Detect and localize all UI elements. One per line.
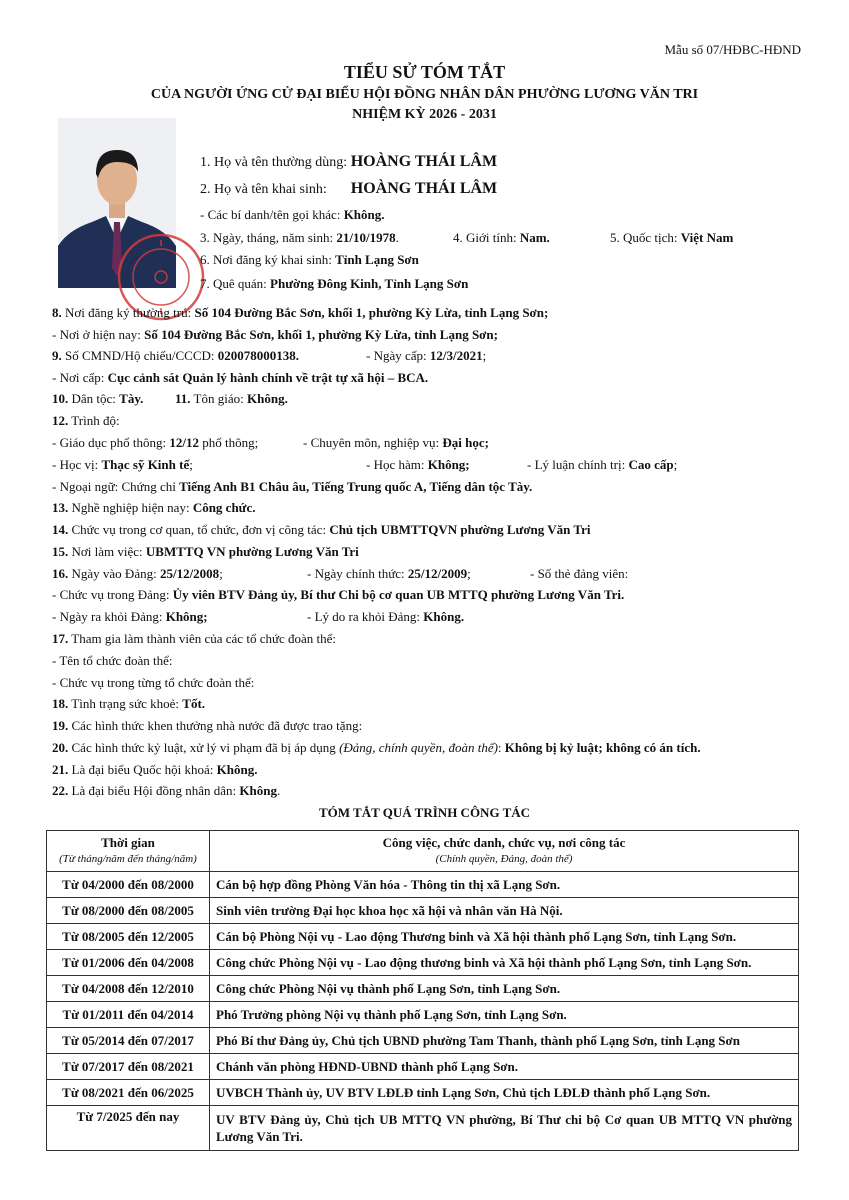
dob-label: 3. Ngày, tháng, năm sinh: [200,230,337,245]
education-label: - Giáo dục phổ thông: [52,435,170,450]
row-time: Từ 07/2017 đến 08/2021 [47,1054,210,1080]
party-position-value: Ủy viên BTV Đảng ủy, Bí thư Chi bộ cơ quan UB MTTQ phường Lương Văn Tri. [172,587,625,602]
field-1-label: 1. Họ và tên thường dùng: [200,155,351,170]
row-time: Từ 7/2025 đến nay [47,1106,210,1151]
religion-line [175,390,288,408]
alias-label: - Các bí danh/tên gọi khác: [200,207,344,222]
id-label: Số CMND/Hộ chiếu/CCCD: [61,348,218,363]
field-1 [200,153,497,172]
row-description: UV BTV Đảng ủy, Chủ tịch UB MTTQ VN phường, Bí Thư chi bộ Cơ quan UB MTTQ VN phường Lương Văn Tri. [210,1106,799,1151]
field-11-num: 11. [175,391,191,406]
row-time: Từ 08/2005 đến 12/2005 [47,924,210,950]
alias-value: Không. [343,207,385,222]
field-18-num: 18. [52,696,69,711]
row-description: Phó Bí thư Đảng ủy, Chủ tịch UBND phường Tam Thanh, thành phố Lạng Sơn, tỉnh Lạng Sơn [210,1028,799,1054]
field-22-num: 22. [52,783,69,798]
row-description: Cán bộ Phòng Nội vụ - Lao động Thương binh và Xã hội thành phố Lạng Sơn, tỉnh Lạng Sơn. [210,924,799,950]
table-row [47,898,799,924]
education-suffix: phổ thông; [198,435,259,450]
party-leave-reason-value: Không. [423,609,465,624]
issue-date-label: - Ngày cấp: [366,348,430,363]
party-card-line [530,565,628,583]
academic-rank-line [366,456,470,474]
political-theory-end: ; [673,457,678,472]
row-description: Công chức Phòng Nội vụ - Lao động thương binh và Xã hội thành phố Lạng Sơn, tỉnh Lạng Sơn. [210,950,799,976]
current-address-label: - Nơi ở hiện nay: [52,327,145,342]
party-position-label: - Chức vụ trong Đảng: [52,587,173,602]
row-time: Từ 04/2000 đến 08/2000 [47,872,210,898]
party-leave-reason-label: - Lý do ra khỏi Đảng: [307,609,424,624]
issue-place-label: - Nơi cấp: [52,370,108,385]
position-label: Chức vụ trong cơ quan, tổ chức, đơn vị công tác: [68,522,330,537]
field-14-num: 14. [52,522,69,537]
work-history-table [46,830,799,1151]
table-row [47,924,799,950]
birth-name: HOÀNG THÁI LÂM [350,180,498,197]
job-column-subtitle: (Chính quyền, Đảng, đoàn thể) [435,853,573,865]
field-2 [200,180,497,199]
row-time: Từ 05/2014 đến 07/2017 [47,1028,210,1054]
issue-date-line [366,347,486,365]
field-17-num: 17. [52,631,69,646]
language-line [52,478,532,496]
alias-line [200,206,385,224]
birthplace-line [200,251,419,269]
table-row [47,1028,799,1054]
religion-label: Tôn giáo: [190,391,247,406]
political-theory-label: - Lý luận chính trị: [527,457,629,472]
political-theory-value: Cao cấp [628,457,674,472]
organization-heading [52,630,336,648]
academic-rank-value: Không; [427,457,470,472]
degree-value: Thạc sỹ Kinh tế [101,457,190,472]
table-row [47,1002,799,1028]
occupation-value: Công chức. [192,500,256,515]
qualification-heading [52,412,120,430]
issue-place-value: Cục cảnh sát Quản lý hành chính về trật tự xã hội – BCA. [107,370,429,385]
qualification-label: Trình độ: [68,413,120,428]
row-description: Chánh văn phòng HĐND-UBND thành phố Lạng Sơn. [210,1054,799,1080]
position-value: Chủ tịch UBMTTQVN phường Lương Văn Tri [329,522,591,537]
dob-line [200,229,399,247]
row-description: Công chức Phòng Nội vụ thành phố Lạng Sơn, tỉnh Lạng Sơn. [210,976,799,1002]
document-subtitle: CỦA NGƯỜI ỨNG CỬ ĐẠI BIỂU HỘI ĐỒNG NHÂN DÂN PHƯỜNG LƯƠNG VĂN TRI [150,87,699,102]
field-21-num: 21. [52,762,69,777]
common-name: HOÀNG THÁI LÂM [350,153,498,170]
workplace-line [52,543,359,561]
current-address-line [52,326,498,344]
time-column-header [47,831,210,872]
field-20-num: 20. [52,740,69,755]
party-leave-value: Không; [165,609,208,624]
table-row [47,1054,799,1080]
table-row [47,1080,799,1106]
hometown-line [200,275,468,293]
council-line [52,782,280,800]
field-9-num: 9. [52,348,62,363]
ethnicity-value: Tày. [119,391,144,406]
education-line [52,434,258,452]
council-end: . [276,783,281,798]
form-number: Mẫu số 07/HĐBC-HĐND [664,42,801,57]
row-description: Sinh viên trường Đại học khoa học xã hội và nhân văn Hà Nội. [210,898,799,924]
party-official-end: ; [467,566,471,581]
discipline-label: Các hình thức kỷ luật, xử lý vi phạm đã bị áp dụng [68,740,340,755]
council-label: Là đại biểu Hội đồng nhân dân: [68,783,240,798]
nationality-line [610,229,733,247]
discipline-scope: (Đảng, chính quyền, đoàn thể) [339,740,498,755]
birthplace-value: Tỉnh Lạng Sơn [335,252,419,267]
political-theory-line [527,456,677,474]
specialty-label: - Chuyên môn, nghiệp vụ: [303,435,443,450]
ethnicity-line [52,390,143,408]
time-column-title: Thời gian [101,835,155,850]
language-label: - Ngoại ngữ: Chứng chỉ [52,479,180,494]
ethnicity-label: Dân tộc: [68,391,120,406]
position-line [52,521,591,539]
degree-line [52,456,193,474]
row-description: UVBCH Thành ủy, UV BTV LĐLĐ tỉnh Lạng Sơn, Chủ tịch LĐLĐ thành phố Lạng Sơn. [210,1080,799,1106]
party-leave-line [52,608,208,626]
awards-line [52,717,362,735]
specialty-value: Đại học; [442,435,489,450]
occupation-label: Nghề nghiệp hiện nay: [68,500,193,515]
party-join-line [52,565,223,583]
awards-label: Các hình thức khen thưởng nhà nước đã được trao tặng: [68,718,363,733]
birthplace-label: 6. Nơi đăng ký khai sinh: [200,252,336,267]
row-time: Từ 04/2008 đến 12/2010 [47,976,210,1002]
party-join-label: Ngày vào Đảng: [68,566,160,581]
dob-end: . [395,230,399,245]
table-row [47,950,799,976]
id-line [52,347,299,365]
party-join-end: ; [219,566,223,581]
workplace-label: Nơi làm việc: [68,544,146,559]
row-time: Từ 08/2021 đến 06/2025 [47,1080,210,1106]
row-time: Từ 01/2011 đến 04/2014 [47,1002,210,1028]
gender-value: Nam. [519,230,550,245]
organization-label: Tham gia làm thành viên của các tổ chức đoàn thể: [68,631,337,646]
education-value: 12/12 [169,435,199,450]
health-label: Tình trạng sức khoẻ: [68,696,183,711]
org-name-line [52,652,173,670]
row-time: Từ 08/2000 đến 08/2005 [47,898,210,924]
current-address-value: Số 104 Đường Bắc Sơn, khối 1, phường Kỳ Lừa, tỉnh Lạng Sơn; [144,327,498,342]
hometown-label: 7. Quê quán: [200,276,271,291]
issue-place-line [52,369,428,387]
time-column-subtitle: (Từ tháng/năm đến tháng/năm) [59,853,197,865]
gender-label: 4. Giới tính: [453,230,520,245]
org-position-label: - Chức vụ trong từng tổ chức đoàn thể: [52,675,255,690]
residence-line [52,304,548,322]
party-official-label: - Ngày chính thức: [307,566,408,581]
discipline-colon: : [497,740,505,755]
discipline-value: Không bị kỷ luật; không có án tích. [504,740,701,755]
document-title: TIỂU SỬ TÓM TẮT [343,62,506,82]
id-value: 020078000138. [217,348,300,363]
residence-value: Số 104 Đường Bắc Sơn, khối 1, phường Kỳ Lừa, tỉnh Lạng Sơn; [194,305,549,320]
degree-label: - Học vị: [52,457,102,472]
table-header-row [47,831,799,872]
row-description: Cán bộ hợp đồng Phòng Văn hóa - Thông tin thị xã Lạng Sơn. [210,872,799,898]
workplace-value: UBMTTQ VN phường Lương Văn Tri [145,544,359,559]
table-row [47,976,799,1002]
table-row [47,1106,799,1151]
academic-rank-label: - Học hàm: [366,457,428,472]
field-15-num: 15. [52,544,69,559]
national-assembly-line [52,761,257,779]
health-value: Tốt. [182,696,206,711]
party-position-line [52,586,624,604]
hometown-value: Phường Đông Kinh, Tỉnh Lạng Sơn [270,276,469,291]
issue-date-end: ; [482,348,487,363]
nationality-label: 5. Quốc tịch: [610,230,681,245]
field-16-num: 16. [52,566,69,581]
health-line [52,695,205,713]
occupation-line [52,499,256,517]
field-8-num: 8. [52,305,62,320]
religion-value: Không. [247,391,288,406]
council-value: Không [239,783,277,798]
org-name-label: - Tên tổ chức đoàn thể: [52,653,173,668]
party-card-label: - Số thẻ đảng viên: [530,566,629,581]
work-history-heading: TÓM TẮT QUÁ TRÌNH CÔNG TÁC [318,805,531,820]
row-description: Phó Trưởng phòng Nội vụ thành phố Lạng Sơn, tỉnh Lạng Sơn. [210,1002,799,1028]
field-12-num: 12. [52,413,69,428]
job-column-header [210,831,799,872]
field-19-num: 19. [52,718,69,733]
party-leave-reason-line [307,608,464,626]
discipline-line [52,739,701,757]
row-time: Từ 01/2006 đến 04/2008 [47,950,210,976]
degree-end: ; [189,457,193,472]
specialty-line [303,434,489,452]
party-official-line [307,565,471,583]
org-position-line [52,674,254,692]
national-assembly-label: Là đại biểu Quốc hội khoá: [68,762,217,777]
issue-date-value: 12/3/2021 [429,348,483,363]
job-column-title: Công việc, chức danh, chức vụ, nơi công tác [382,835,626,850]
language-value: Tiếng Anh B1 Châu âu, Tiếng Trung quốc A, Tiếng dân tộc Tày. [179,479,533,494]
nationality-value: Việt Nam [680,230,734,245]
dob-value: 21/10/1978 [336,230,396,245]
party-leave-label: - Ngày ra khỏi Đảng: [52,609,166,624]
table-row [47,872,799,898]
gender-line [453,229,550,247]
party-official-value: 25/12/2009 [407,566,468,581]
field-13-num: 13. [52,500,69,515]
term-title: NHIỆM KỲ 2026 - 2031 [352,107,497,122]
party-join-value: 25/12/2008 [159,566,220,581]
field-2-label: 2. Họ và tên khai sinh: [200,182,327,197]
national-assembly-value: Không. [216,762,258,777]
residence-label: Nơi đăng ký thường trú: [61,305,195,320]
field-10-num: 10. [52,391,69,406]
